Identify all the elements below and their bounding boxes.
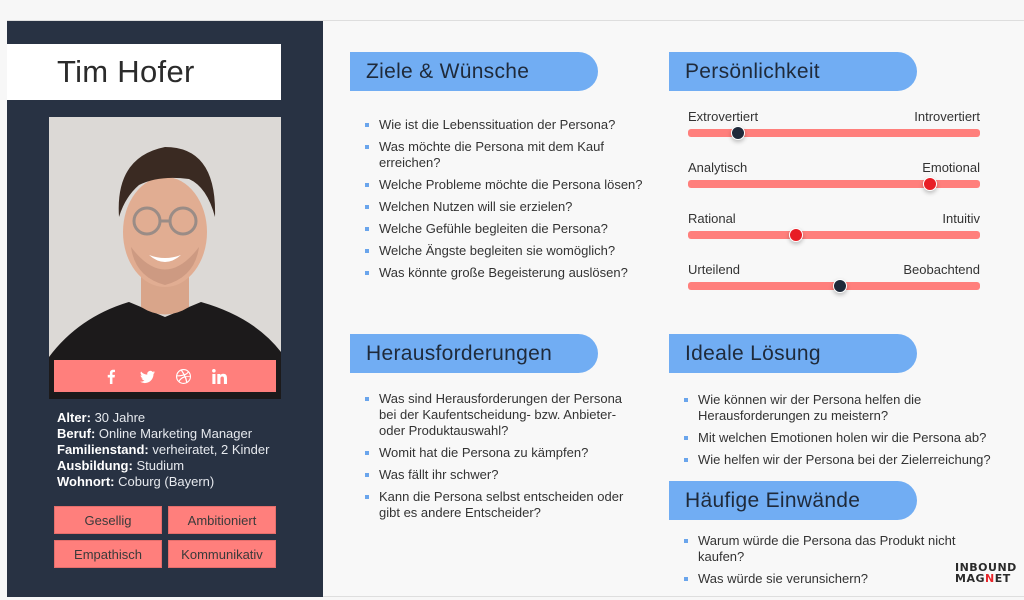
fact-beruf: Beruf: Online Marketing Manager	[57, 426, 253, 441]
trait-tag: Gesellig	[54, 506, 162, 534]
slider-knob[interactable]	[789, 228, 803, 242]
slider-left-label: Extrovertiert	[688, 109, 759, 124]
social-links-bar	[54, 360, 276, 392]
slider-right-label: Introvertiert	[914, 109, 980, 124]
slider-right-label: Emotional	[922, 160, 980, 175]
trait-tag: Empathisch	[54, 540, 162, 568]
slider-right-label: Beobachtend	[903, 262, 980, 277]
list-item: Was möchte die Persona mit dem Kauf erreichen?	[365, 139, 655, 171]
slider-left-label: Rational	[688, 211, 736, 226]
slider-track[interactable]	[688, 231, 980, 239]
dribbble-icon[interactable]	[175, 368, 191, 384]
slider-left-label: Analytisch	[688, 160, 748, 175]
slider-left-label: Urteilend	[688, 262, 741, 277]
herausforderungen-list	[365, 391, 640, 527]
slider-knob[interactable]	[923, 177, 937, 191]
list-item: Was könnte große Begeisterung auslösen?	[365, 265, 655, 281]
list-item: Warum würde die Persona das Produkt nicht kaufen?	[684, 533, 984, 565]
list-item: Mit welchen Emotionen holen wir die Persona ab?	[684, 430, 1019, 446]
fact-wohnort: Wohnort: Coburg (Bayern)	[57, 474, 215, 489]
slider-track[interactable]	[688, 129, 980, 137]
persona-facts	[57, 410, 269, 490]
slider-extro-intro[interactable]	[688, 109, 980, 137]
list-item: Welche Ängste begleiten sie womöglich?	[365, 243, 655, 259]
slider-rational-intuitiv[interactable]	[688, 211, 980, 239]
persona-name-box	[7, 44, 281, 100]
slider-knob[interactable]	[833, 279, 847, 293]
persona-photo	[49, 117, 281, 399]
inbound-magnet-logo: INBOUND MAGNET	[955, 561, 1017, 585]
persona-slide	[7, 20, 1024, 597]
list-item: Kann die Persona selbst entscheiden oder gibt es andere Entscheider?	[365, 489, 640, 521]
slider-analytisch-emotional[interactable]	[688, 160, 980, 188]
slider-track[interactable]	[688, 180, 980, 188]
section-title-persoenlichkeit: Persönlichkeit	[669, 52, 917, 91]
portrait-image	[49, 117, 281, 399]
slider-knob[interactable]	[731, 126, 745, 140]
list-item: Welchen Nutzen will sie erzielen?	[365, 199, 655, 215]
list-item: Was fällt ihr schwer?	[365, 467, 640, 483]
fact-ausbildung: Ausbildung: Studium	[57, 458, 185, 473]
list-item: Welche Probleme möchte die Persona lösen?	[365, 177, 655, 193]
loesung-list	[684, 392, 1019, 474]
list-item: Wie ist die Lebenssituation der Persona?	[365, 117, 655, 133]
fact-familienstand: Familienstand: verheiratet, 2 Kinder	[57, 442, 270, 457]
persona-name: Tim Hofer	[57, 54, 195, 89]
trait-tag: Ambitioniert	[168, 506, 276, 534]
list-item: Was sind Herausforderungen der Persona bei der Kaufentscheidung- bzw. Anbieter- oder Produktauswahl?	[365, 391, 640, 439]
twitter-icon[interactable]	[139, 368, 155, 384]
trait-tags	[54, 506, 278, 568]
list-item: Welche Gefühle begleiten die Persona?	[365, 221, 655, 237]
section-title-ziele: Ziele & Wünsche	[350, 52, 598, 91]
fact-alter: Alter: 30 Jahre	[57, 410, 146, 425]
slider-track[interactable]	[688, 282, 980, 290]
einwaende-list	[684, 533, 984, 593]
persona-profile-panel	[7, 21, 323, 597]
section-title-loesung: Ideale Lösung	[669, 334, 917, 373]
slider-urteilend-beobachtend[interactable]	[688, 262, 980, 290]
section-title-herausforderungen: Herausforderungen	[350, 334, 598, 373]
list-item: Wie können wir der Persona helfen die Herausforderungen zu meistern?	[684, 392, 1019, 424]
linkedin-icon[interactable]	[211, 368, 227, 384]
section-title-einwaende: Häufige Einwände	[669, 481, 917, 520]
ziele-list	[365, 117, 655, 287]
slider-right-label: Intuitiv	[942, 211, 980, 226]
trait-tag: Kommunikativ	[168, 540, 276, 568]
list-item: Was würde sie verunsichern?	[684, 571, 984, 587]
list-item: Wie helfen wir der Persona bei der Zielerreichung?	[684, 452, 1019, 468]
list-item: Womit hat die Persona zu kämpfen?	[365, 445, 640, 461]
facebook-icon[interactable]	[103, 368, 119, 384]
